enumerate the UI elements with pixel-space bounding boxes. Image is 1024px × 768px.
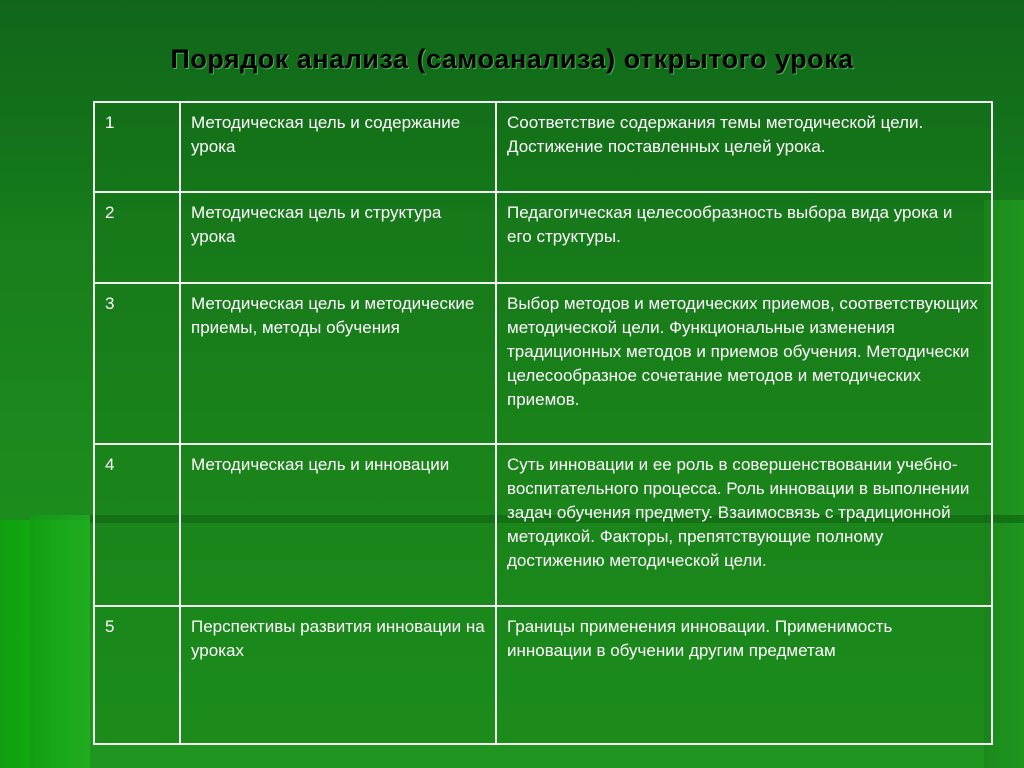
- row-description: Суть инновации и ее роль в совершенствовании учебно-воспитательного процесса. Роль инновации в выполнении задач обучения предмету. Взаимосвязь с традиционной методикой. Факторы, препятствующие полному достижению методической цели.: [496, 444, 992, 606]
- background-left-block-inner: [30, 515, 90, 768]
- row-topic: Методическая цель и инновации: [180, 444, 496, 606]
- row-topic: Перспективы развития инновации на уроках: [180, 606, 496, 744]
- row-number: 3: [94, 283, 180, 444]
- row-description: Границы применения инновации. Применимость инновации в обучении другим предметам: [496, 606, 992, 744]
- row-topic: Методическая цель и структура урока: [180, 192, 496, 283]
- table-row: [94, 283, 992, 444]
- row-number: 5: [94, 606, 180, 744]
- row-description: Соответствие содержания темы методической цели. Достижение поставленных целей урока.: [496, 102, 992, 192]
- row-topic: Методическая цель и методические приемы, методы обучения: [180, 283, 496, 444]
- row-topic: Методическая цель и содержание урока: [180, 102, 496, 192]
- row-number: 2: [94, 192, 180, 283]
- table-row: [94, 606, 992, 744]
- table-row: [94, 444, 992, 606]
- row-number: 1: [94, 102, 180, 192]
- row-number: 4: [94, 444, 180, 606]
- row-description: Педагогическая целесообразность выбора вида урока и его структуры.: [496, 192, 992, 283]
- table-row: [94, 102, 992, 192]
- table-row: [94, 192, 992, 283]
- analysis-table: [93, 101, 993, 745]
- slide-title: Порядок анализа (самоанализа) открытого урока: [170, 44, 854, 74]
- row-description: Выбор методов и методических приемов, соответствующих методической цели. Функциональные изменения традиционных методов и приемов обучения. Методически целесообразное сочетание методов и методических приемов.: [496, 283, 992, 444]
